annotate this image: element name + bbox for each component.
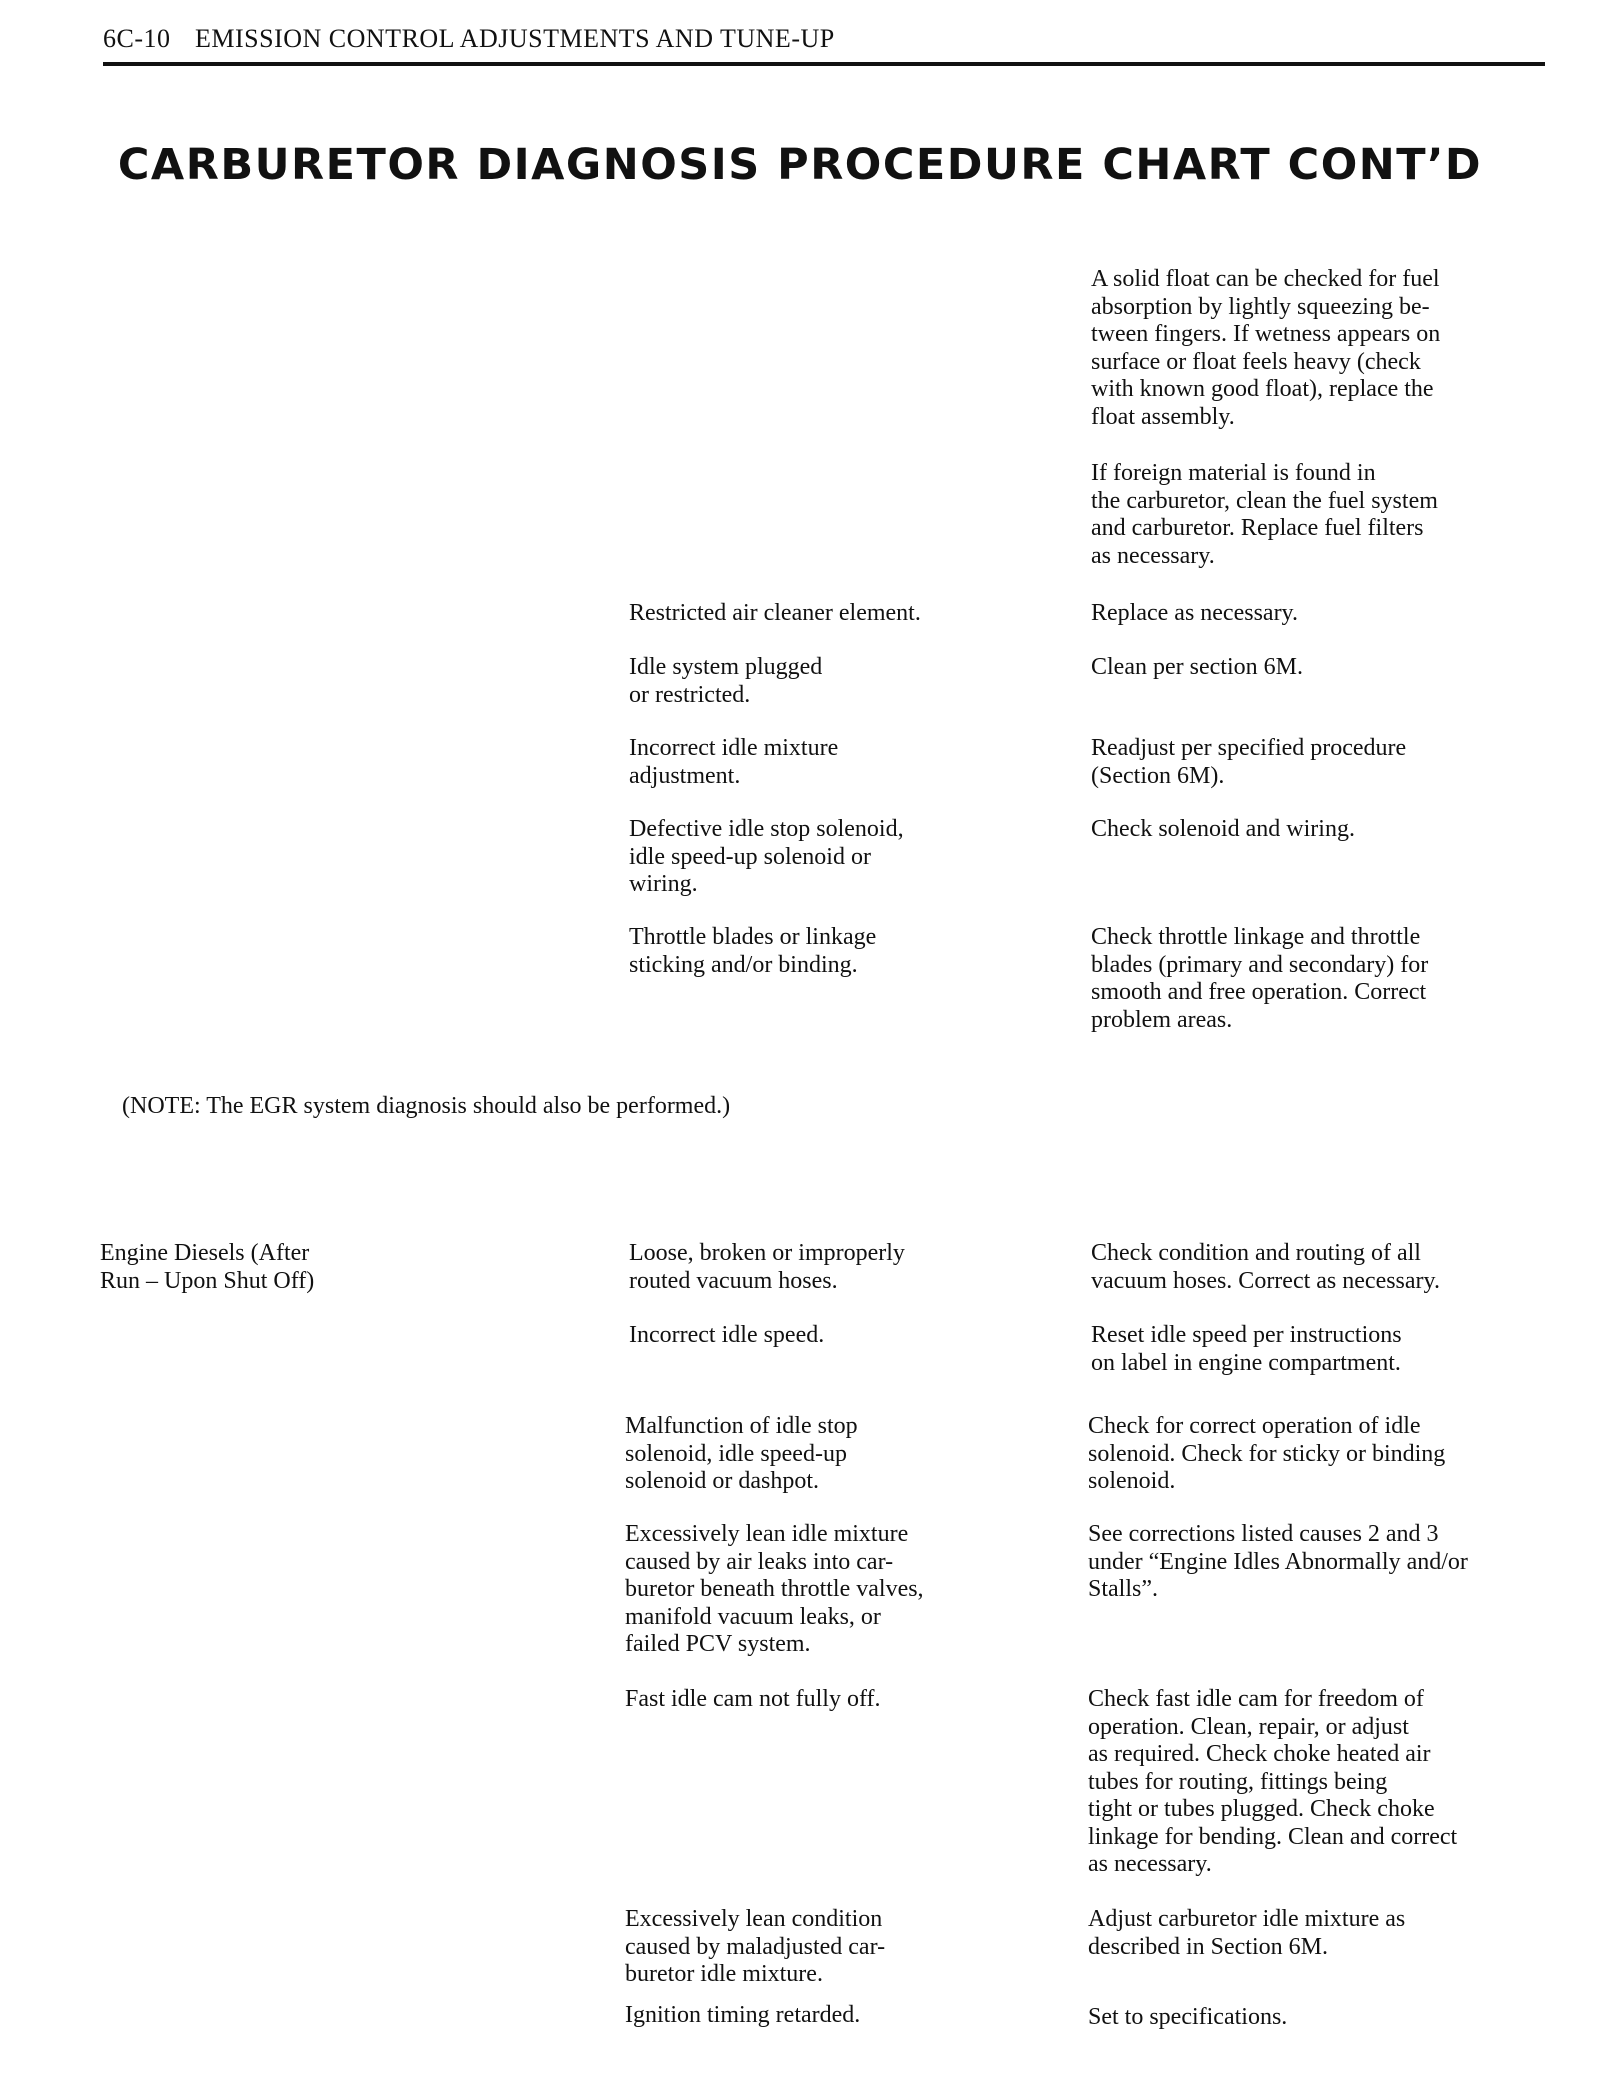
correction-item: Check solenoid and wiring. (1091, 816, 1355, 842)
correction-item: Adjust carburetor idle mixture as described in Section 6M. (1088, 1906, 1406, 1960)
cause-item: Throttle blades or linkage sticking and/or binding. (629, 924, 877, 978)
cause-item: Excessively lean idle mixture caused by air leaks into car- buretor beneath throttle valves, manifold vacuum leaks, or failed PCV system. (625, 1521, 924, 1657)
page-header (103, 18, 1545, 66)
section-title: EMISSION CONTROL ADJUSTMENTS AND TUNE-UP (195, 24, 835, 53)
correction-item: Check condition and routing of all vacuum hoses. Correct as necessary. (1091, 1240, 1440, 1294)
correction-item: Check fast idle cam for freedom of operation. Clean, repair, or adjust as required. Check choke heated air tubes for routing, fittings being tight or tubes plugged. Check choke linkage for bending. Clean and correct as necessary. (1088, 1686, 1458, 1877)
correction-foreign-material: If foreign material is found in the carburetor, clean the fuel system and carburetor. Replace fuel filters as necessary. (1091, 460, 1438, 569)
correction-item: Check for correct operation of idle solenoid. Check for sticky or binding solenoid. (1088, 1413, 1446, 1494)
correction-item: Readjust per specified procedure (Section 6M). (1091, 735, 1407, 789)
cause-item: Loose, broken or improperly routed vacuum hoses. (629, 1240, 905, 1294)
cause-item: Ignition timing retarded. (625, 2002, 861, 2028)
egr-note: (NOTE: The EGR system diagnosis should also be performed.) (122, 1093, 731, 1119)
correction-item: Set to specifications. (1088, 2004, 1288, 2030)
correction-item: Reset idle speed per instructions on label in engine compartment. (1091, 1322, 1402, 1376)
correction-item: See corrections listed causes 2 and 3 under “Engine Idles Abnormally and/or Stalls”. (1088, 1521, 1468, 1602)
page-title: CARBURETOR DIAGNOSIS PROCEDURE CHART CONT’D (117, 140, 1483, 190)
page-number: 6C-10 (103, 24, 171, 53)
correction-item: Replace as necessary. (1091, 600, 1298, 626)
cause-item: Malfunction of idle stop solenoid, idle speed-up solenoid or dashpot. (625, 1413, 858, 1494)
cause-item: Excessively lean condition caused by maladjusted car- buretor idle mixture. (625, 1906, 886, 1987)
cause-item: Idle system plugged or restricted. (629, 654, 823, 708)
cause-item: Incorrect idle mixture adjustment. (629, 735, 839, 789)
correction-item: Check throttle linkage and throttle blades (primary and secondary) for smooth and free operation. Correct problem areas. (1091, 924, 1429, 1033)
correction-float-check: A solid float can be checked for fuel absorption by lightly squeezing be- tween fingers. If wetness appears on surface or float feels heavy (check with known good float), replace the float assembly. (1091, 266, 1441, 430)
cause-item: Incorrect idle speed. (629, 1322, 825, 1348)
correction-item: Clean per section 6M. (1091, 654, 1303, 680)
cause-item: Fast idle cam not fully off. (625, 1686, 881, 1712)
cause-item: Restricted air cleaner element. (629, 600, 921, 626)
condition-label: Engine Diesels (After Run – Upon Shut Off) (100, 1240, 315, 1294)
cause-item: Defective idle stop solenoid, idle speed-up solenoid or wiring. (629, 816, 904, 897)
